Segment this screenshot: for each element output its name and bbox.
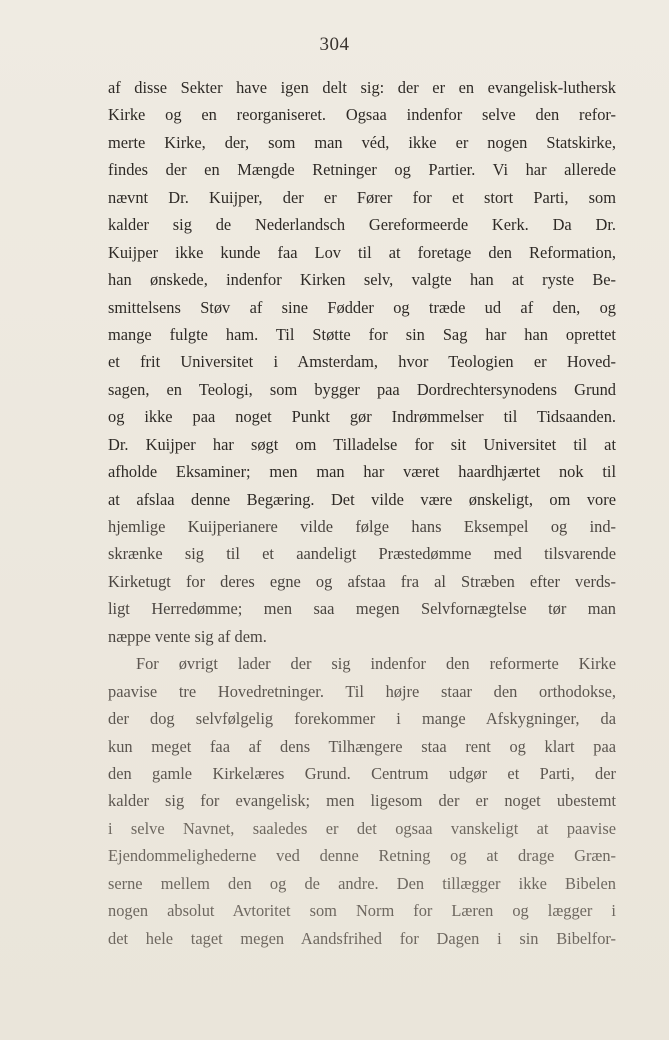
paragraph-1 [108,74,616,650]
text-line: ligt Herredømme; men saa megen Selvfornægtelse tør man [108,599,616,619]
text-line: der dog selvfølgelig forekommer i mange Afskygninger, da [108,709,616,729]
text-line: et frit Universitet i Amsterdam, hvor Teologien er Hoved- [108,352,616,372]
text-line: mange fulgte ham. Til Støtte for sin Sag har han oprettet [108,324,616,344]
text-line: det hele taget megen Aandsfrihed for Dagen i sin Bibelfor- [108,928,616,948]
text-line: smittelsens Støv af sine Fødder og træde ud af den, og [108,297,616,317]
text-line: han ønskede, indenfor Kirken selv, valgte han at ryste Be- [108,270,616,290]
text-line: at afslaa denne Begæring. Det vilde være ønskeligt, om vore [108,489,616,509]
page-number: 304 [319,34,350,55]
text-line: i selve Navnet, saaledes er det ogsaa vanskeligt at paavise [108,818,616,838]
text-line: kun meget faa af dens Tilhængere staa rent og klart paa [108,736,616,756]
text-line: nævnt Dr. Kuijper, der er Fører for et stort Parti, som [108,187,616,207]
text-line: den gamle Kirkelæres Grund. Centrum udgør et Parti, der [108,763,616,783]
text-line: serne mellem den og de andre. Den tillægger ikke Bibelen [108,873,616,893]
text-line: Kirketugt for deres egne og afstaa fra al Stræben efter verds- [108,571,616,591]
text-line: Dr. Kuijper har søgt om Tilladelse for sit Universitet til at [108,434,616,454]
text-line: skrænke sig til et aandeligt Præstedømme med tilsvarende [108,544,616,564]
text-line: paavise tre Hovedretninger. Til højre staar den orthodokse, [108,681,616,701]
text-line: og ikke paa noget Punkt gør Indrømmelser til Tidsaanden. [108,407,616,427]
text-line: nogen absolut Avtoritet som Norm for Læren og lægger i [108,901,616,921]
text-line: merte Kirke, der, som man véd, ikke er nogen Statskirke, [108,132,616,152]
text-line: kalder sig for evangelisk; men ligesom der er noget ubestemt [108,791,616,811]
text-line: Kirke og en reorganiseret. Ogsaa indenfor selve den refor- [108,105,616,125]
text-line: Ejendommelighederne ved denne Retning og at drage Græn- [108,846,616,866]
text-line: afholde Eksaminer; men man har været haardhjærtet nok til [108,462,616,482]
text-line: af disse Sekter have igen delt sig: der er en evangelisk-luthersk [108,78,616,97]
text-line: findes der en Mængde Retninger og Partier. Vi har allerede [108,160,616,180]
text-line: For øvrigt lader der sig indenfor den reformerte Kirke [136,654,616,674]
text-line: Kuijper ikke kunde faa Lov til at foretage den Reformation, [108,242,616,262]
paragraph-2 [108,650,616,952]
body-text [108,74,616,952]
text-line: sagen, en Teologi, som bygger paa Dordrechtersynodens Grund [108,379,616,399]
text-line: hjemlige Kuijperianere vilde følge hans Eksempel og ind- [108,517,616,536]
text-line: kalder sig de Nederlandsch Gereformeerde Kerk. Da Dr. [108,215,616,235]
text-line: næppe vente sig af dem. [108,626,267,646]
